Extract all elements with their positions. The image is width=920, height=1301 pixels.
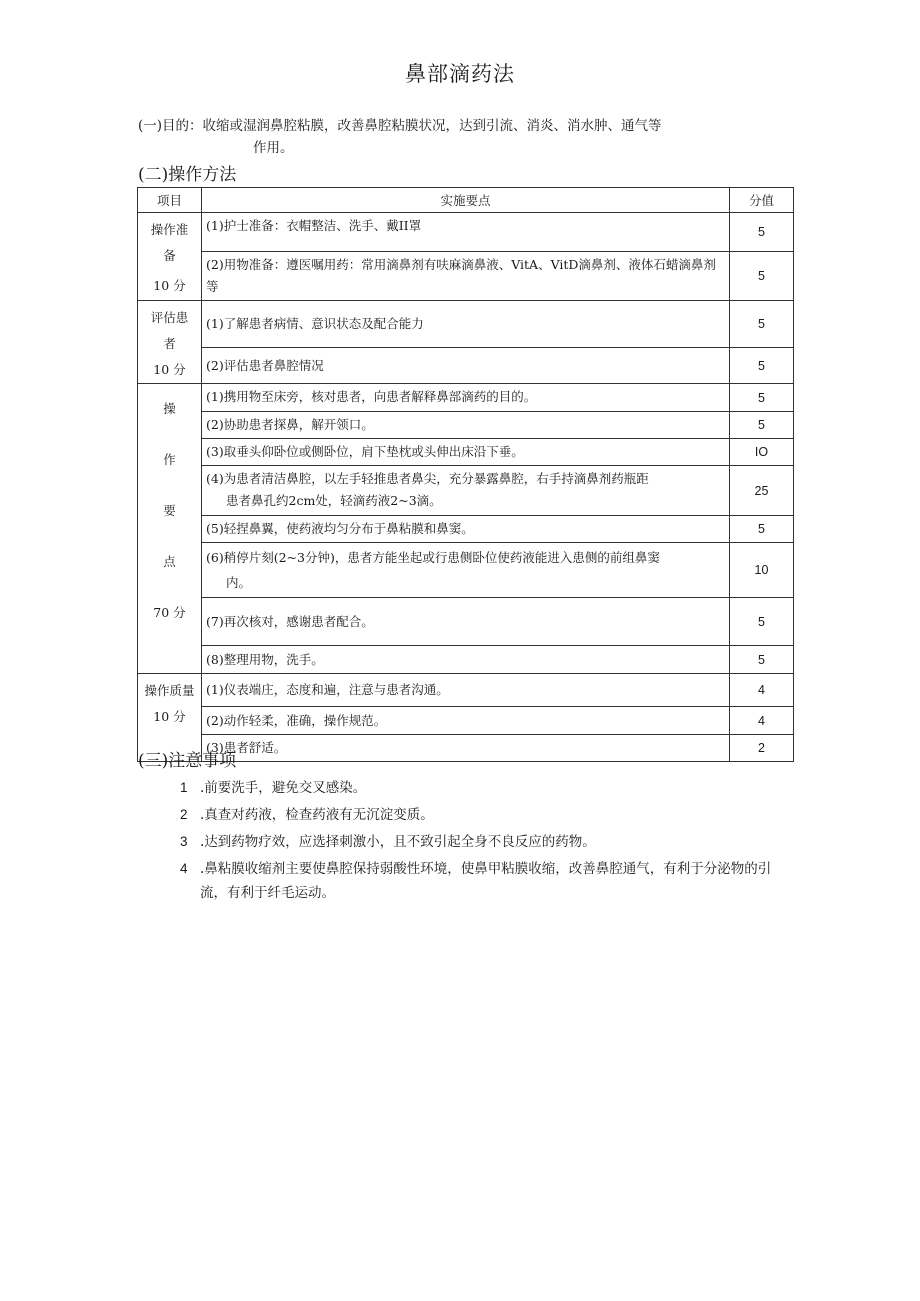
table-row (138, 543, 794, 598)
group-label-line: 操作质量 (144, 683, 195, 698)
row-text: (1)护士准备：衣帽整洁、洗手、戴II罩 (202, 213, 730, 252)
row-text: (3)患者舒适。 (202, 735, 730, 762)
row-text: (2)动作轻柔，准确，操作规范。 (202, 707, 730, 735)
group-label-line: 操作准 (150, 222, 189, 237)
group-label-line: 备 (163, 248, 176, 263)
group-label-line: 操 (163, 401, 176, 416)
note-text: .鼻粘膜收缩剂主要使鼻腔保持弱酸性环境，使鼻甲粘膜收缩，改善鼻腔通气，有利于分泌物的引流，有利于纤毛运动。 (200, 861, 772, 901)
note-text: .达到药物疗效，应选择刺激小，且不致引起全身不良反应的药物。 (200, 834, 596, 850)
row-text: (3)取垂头仰卧位或侧卧位，肩下垫枕或头伸出床沿下垂。 (202, 439, 730, 466)
table-row (138, 213, 794, 252)
row-text: (7)再次核对，感谢患者配合。 (202, 598, 730, 646)
table-row (138, 674, 794, 707)
row-score: 25 (730, 466, 794, 516)
group-label-line: 要 (163, 503, 176, 518)
list-item (180, 857, 790, 905)
note-number: 3 (180, 834, 188, 849)
note-number: 4 (180, 861, 188, 876)
group-label-line: 点 (163, 554, 176, 569)
table-row (138, 252, 794, 301)
group-label-assessment (138, 301, 202, 384)
row-text: (2)评估患者鼻腔情况 (202, 348, 730, 384)
table-row (138, 466, 794, 516)
row-text: (8)整理用物，洗手。 (202, 646, 730, 674)
row-text: (2)用物准备：遵医嘱用药：常用滴鼻剂有呋麻滴鼻液、VitA、VitD滴鼻剂、液体石蜡滴鼻剂等 (202, 252, 730, 301)
group-label-score: 70 分 (153, 605, 186, 620)
row-score: 5 (730, 412, 794, 439)
row-text: (2)协助患者探鼻，解开领口。 (202, 412, 730, 439)
table-row (138, 516, 794, 543)
header-score: 分值 (730, 188, 794, 213)
header-project: 项目 (138, 188, 202, 213)
row-score: IO (730, 439, 794, 466)
notes-list (180, 776, 790, 908)
group-label-score: 10 分 (153, 278, 186, 293)
table-row (138, 412, 794, 439)
purpose-section (138, 115, 738, 159)
notes-heading: (三)注意事项 (138, 751, 237, 771)
row-text-multiline (202, 466, 730, 516)
scoring-table (137, 187, 794, 762)
note-number: 1 (180, 780, 188, 795)
row-text: (5)轻捏鼻翼，使药液均匀分布于鼻粘膜和鼻窦。 (202, 516, 730, 543)
row-score: 5 (730, 384, 794, 412)
table-row (138, 384, 794, 412)
group-label-preparation (138, 213, 202, 301)
header-points: 实施要点 (202, 188, 730, 213)
group-label-line: 作 (163, 452, 176, 467)
table-row (138, 301, 794, 348)
note-text: .真查对药液，检查药液有无沉淀变质。 (200, 807, 434, 823)
row-score: 4 (730, 707, 794, 735)
note-text: .前要洗手，避免交叉感染。 (200, 780, 367, 796)
group-label-score: 10 分 (153, 362, 186, 377)
table-row (138, 439, 794, 466)
purpose-text-continuation: 作用。 (253, 140, 294, 156)
table-row (138, 646, 794, 674)
row-text: (6)稍停片刻(2~3分钟)，患者方能坐起或行患侧卧位使药液能进入患侧的前组鼻窦 (206, 550, 660, 565)
method-heading: (二)操作方法 (138, 165, 237, 185)
row-score: 2 (730, 735, 794, 762)
row-score: 5 (730, 516, 794, 543)
table-row (138, 707, 794, 735)
row-text-continuation: 内。 (226, 575, 252, 590)
purpose-text: (一)目的：收缩或湿润鼻腔粘膜，改善鼻腔粘膜状况，达到引流、消炎、消水肿、通气等 (138, 118, 662, 134)
group-label-line: 者 (163, 336, 176, 351)
list-item (180, 830, 790, 854)
group-label-line: 评估患 (150, 310, 189, 325)
row-text-continuation: 患者鼻孔约2cm处，轻滴药液2~3滴。 (226, 493, 442, 508)
row-score: 5 (730, 301, 794, 348)
group-label-score: 10 分 (153, 709, 186, 724)
row-text: (1)了解患者病情、意识状态及配合能力 (202, 301, 730, 348)
row-text-multiline (202, 543, 730, 598)
note-number: 2 (180, 807, 188, 822)
row-score: 5 (730, 252, 794, 301)
list-item (180, 803, 790, 827)
group-label-operation (138, 384, 202, 674)
row-score: 4 (730, 674, 794, 707)
row-score: 5 (730, 646, 794, 674)
row-score: 10 (730, 543, 794, 598)
table-row (138, 348, 794, 384)
row-text: (1)仪表端庄，态度和遍，注意与患者沟通。 (202, 674, 730, 707)
table-header-row (138, 188, 794, 213)
row-text: (1)携用物至床旁，核对患者，向患者解释鼻部滴药的目的。 (202, 384, 730, 412)
row-score: 5 (730, 348, 794, 384)
row-score: 5 (730, 213, 794, 252)
row-text: (4)为患者清洁鼻腔，以左手轻推患者鼻尖，充分暴露鼻腔，右手持滴鼻剂药瓶距 (206, 471, 649, 486)
page-title: 鼻部滴药法 (405, 62, 515, 86)
row-score: 5 (730, 598, 794, 646)
list-item (180, 776, 790, 800)
table-row (138, 598, 794, 646)
